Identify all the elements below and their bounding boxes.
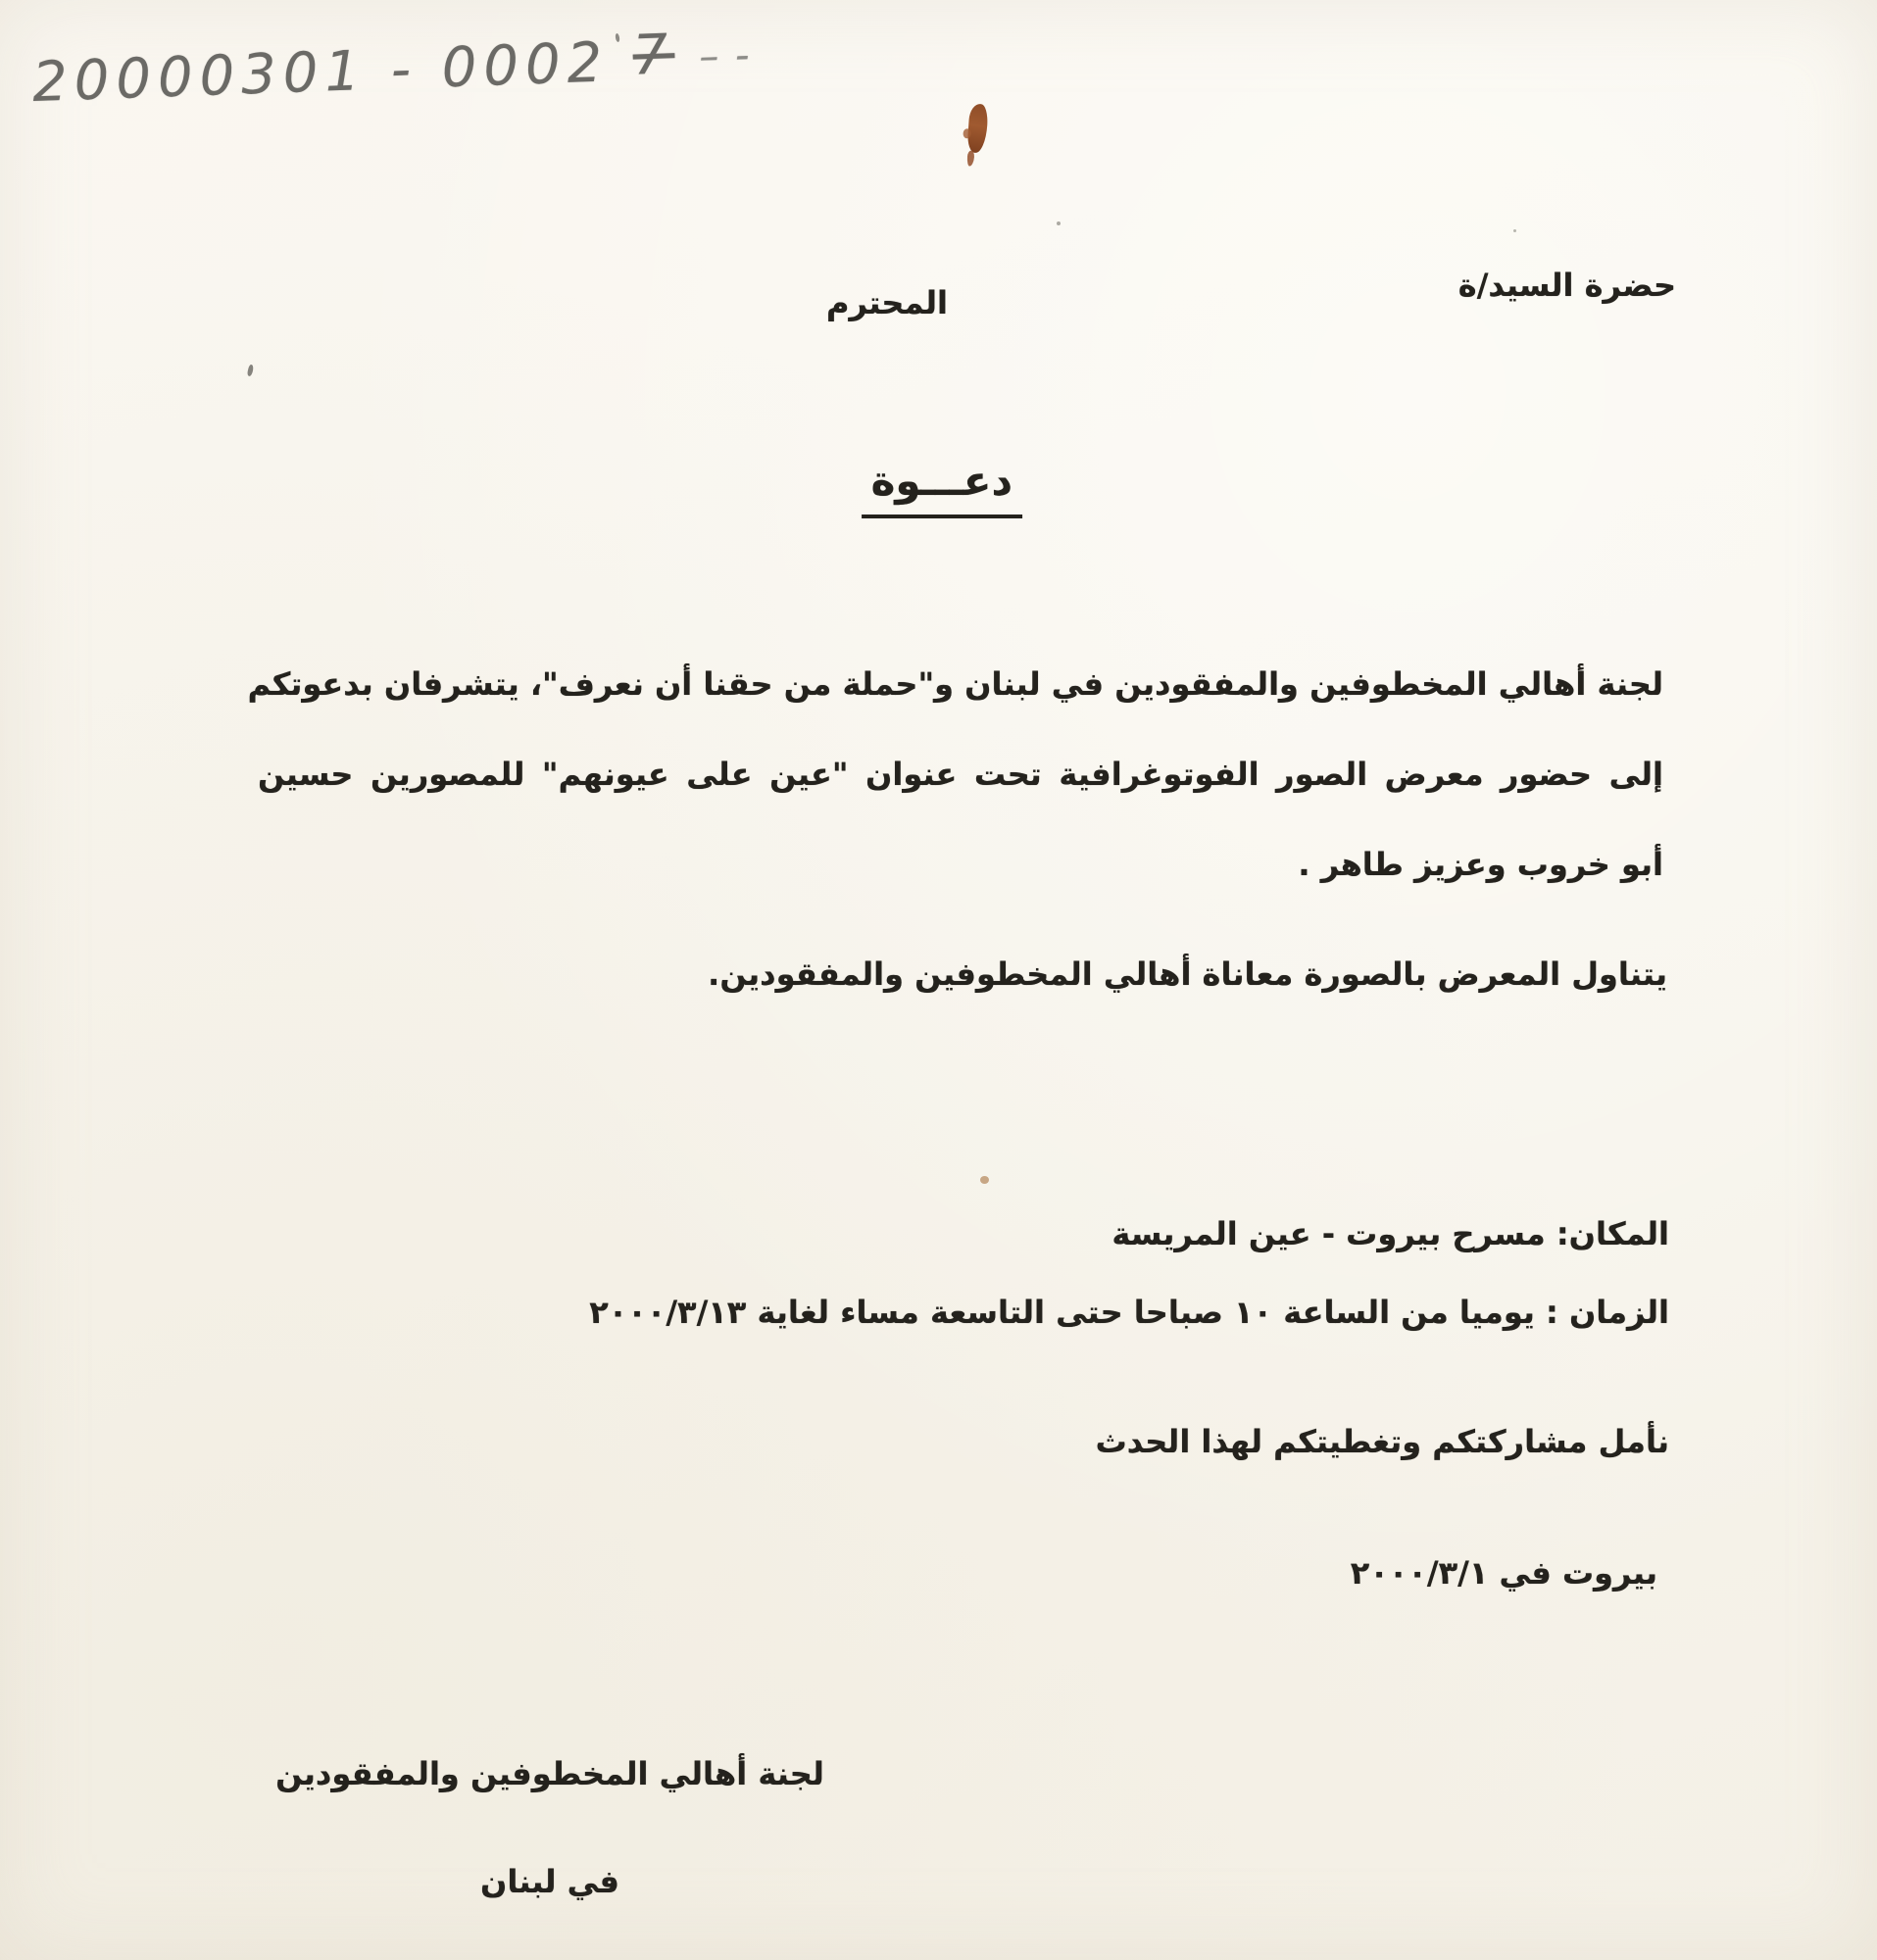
time-detail: الزمان : يوميا من الساعة ١٠ صباحا حتى التاسعة مساء لغاية ٢٠٠٠/٣/١٣ [589,1294,1669,1331]
paper-speck [980,1176,989,1184]
letter-title: دعـــوة [862,457,1022,518]
invitation-line-2: إلى حضور معرض الصور الفوتوغرافية تحت عنوان "عين على عيونهم" للمصورين حسين [258,756,1663,793]
reference-number-trailing-marks: – - [698,32,753,80]
venue-detail: المكان: مسرح بيروت - عين المريسة [1111,1215,1669,1252]
participation-request: نأمل مشاركتكم وتغطيتكم لهذا الحدث [1095,1423,1669,1460]
signature-organization: لجنة أهالي المخطوفين والمفقودين [275,1755,824,1792]
paper-speck [1057,221,1061,225]
ink-stain [966,103,988,153]
exhibition-description: يتناول المعرض بالصورة معاناة أهالي المخطوفين والمفقودين. [708,956,1667,993]
reference-number-crossed-digit: 7 [631,23,676,88]
dateline: بيروت في ٢٠٠٠/٣/١ [1350,1554,1657,1592]
paper-speck [247,365,255,377]
paper-speck [1513,229,1516,232]
signature-block [201,1746,899,1909]
honorific: المحترم [826,284,948,321]
recipient-salutation: حضرة السيد/ة [1457,267,1676,304]
reference-number-digits: 20000301 - 0002 [31,30,611,115]
signature-location: في لبنان [480,1863,619,1900]
invitation-paragraph [247,639,1663,909]
invitation-line-1: لجنة أهالي المخطوفين والمفقودين في لبنان و"حملة من حقنا أن نعرف"، يتشرفان بدعوتكم [247,665,1663,703]
handwritten-reference-number [31,25,753,115]
invitation-line-3: أبو خروب وعزيز طاهر . [1298,846,1663,883]
